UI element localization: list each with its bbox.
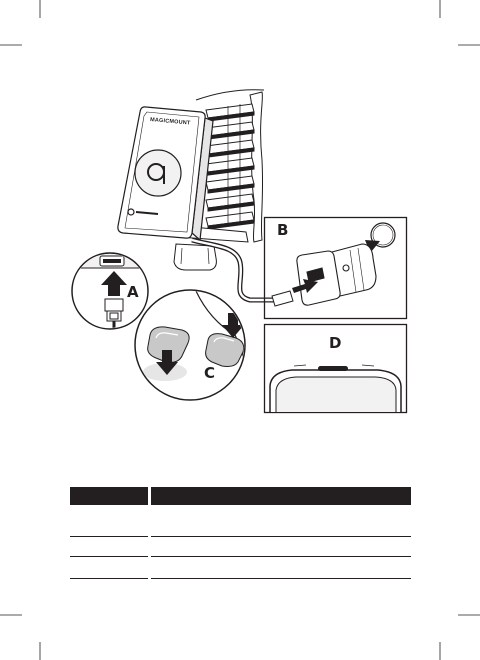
table-cell <box>70 557 148 579</box>
table-cell <box>151 505 411 537</box>
car-charger-adapter <box>297 244 376 305</box>
table-row <box>70 505 411 537</box>
charging-port-slot <box>318 366 348 371</box>
callout-label-b: B <box>277 221 289 239</box>
wireless-charger-device <box>118 107 213 240</box>
table-header-cell <box>151 487 411 505</box>
table-cell <box>151 537 411 557</box>
table-header-cell <box>70 487 148 505</box>
callout-c-detail <box>135 290 245 400</box>
qi-charging-icon <box>135 150 181 196</box>
callout-a-detail <box>70 250 150 332</box>
table-row <box>70 537 411 557</box>
usb-plug <box>272 291 293 306</box>
device-brand-text: MAGICMOUNT <box>149 117 191 127</box>
table-row <box>70 557 411 579</box>
spec-table <box>70 487 411 579</box>
callout-d-detail <box>265 325 407 413</box>
callout-label-d: D <box>329 334 342 352</box>
callout-label-a: A <box>127 283 139 301</box>
table-header-row <box>70 487 411 505</box>
callout-b-detail <box>265 218 407 319</box>
table-cell <box>70 505 148 537</box>
brand-logo <box>343 265 349 271</box>
table-cell <box>70 537 148 557</box>
callout-label-c: C <box>204 364 216 382</box>
phone-bottom-edge <box>270 365 401 412</box>
table-cell <box>151 557 411 579</box>
